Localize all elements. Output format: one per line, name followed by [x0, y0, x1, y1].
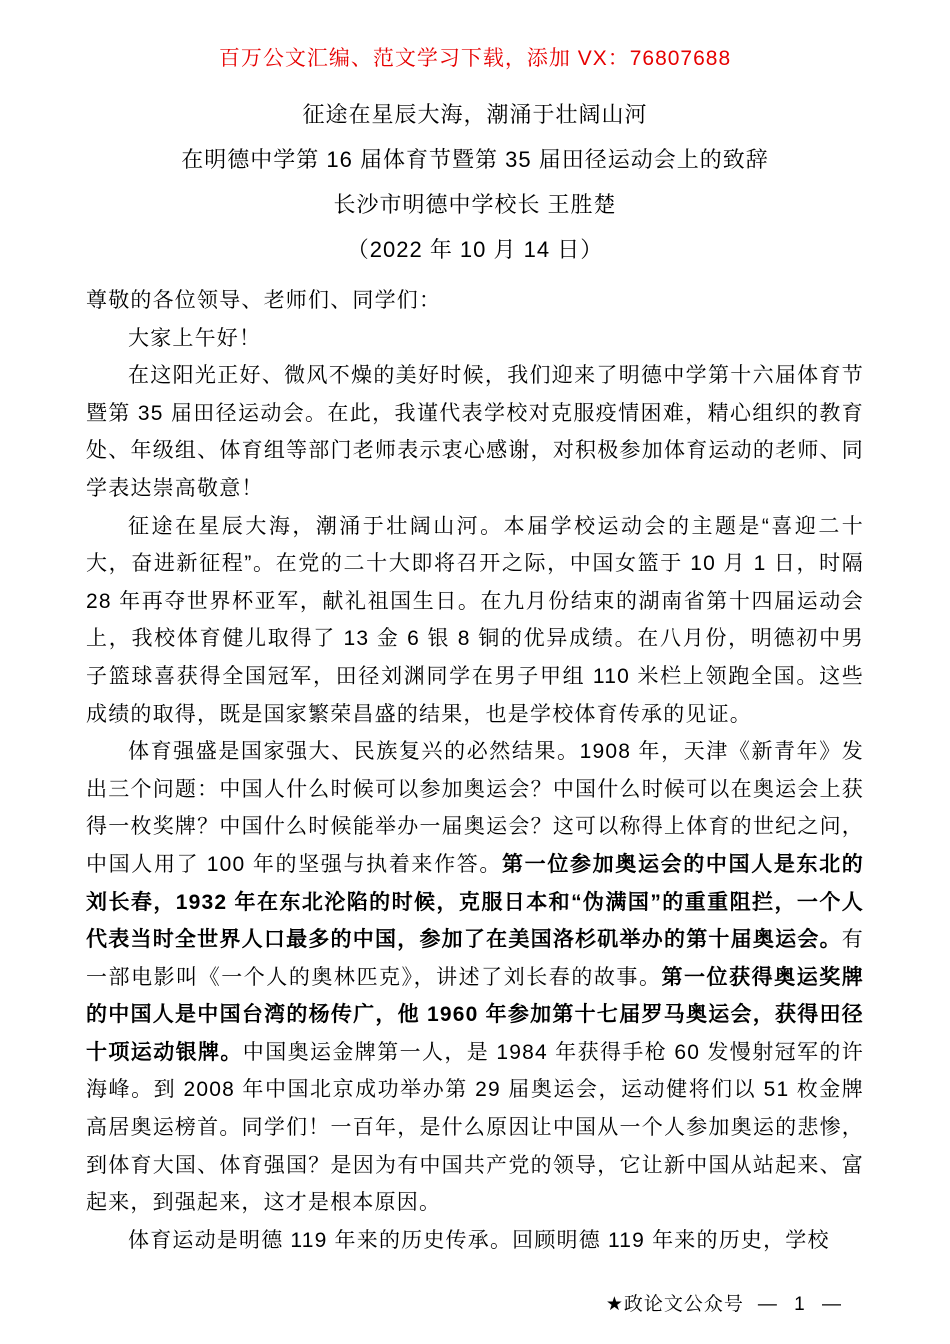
body-text: 征途在星辰大海，潮涌于壮阔山河。本届学校运动会的主题是“喜迎二十大，奋进新征程”。在党的二十大即将召开之际，中国女篮于 10 月 1 日，时隔 28 年再夺世界杯亚军，献礼祖国生日。在九月份结束的湖南省第十四届运动会上，我校体育健儿取得了 13 金 6 银 8 铜的优异成绩。在八月份，明德初中男子篮球喜获得全国冠军，田径刘渊同学在男子甲组 110 米栏上领跑全国。这些成绩的取得，既是国家繁荣昌盛的结果，也是学校体育传承的见证。 — [86, 514, 864, 726]
date-line: （2022 年 10 月 14 日） — [346, 237, 604, 262]
emphasis-text: 第一位参加奥运会的中国人是东北的刘长春，1932 年在东北沦陷的时候，克服日本和“伪满国”的重重阻拦，一个人代表当时全世界人口最多的中国，参加了在美国洛杉矶举办的第十届奥运会。 — [86, 852, 864, 952]
footer-brand: ★政论文公众号 — [605, 1294, 744, 1315]
body-text: 大家上午好！ — [128, 326, 262, 350]
paragraph — [86, 282, 864, 320]
body-text: 体育运动是明德 119 年来的历史传承。回顾明德 119 年来的历史，学校 — [128, 1228, 830, 1252]
paragraph — [86, 1222, 864, 1260]
document-title: 征途在星辰大海，潮涌于壮阔山河 — [302, 102, 648, 127]
body-text: 尊敬的各位领导、老师们、同学们： — [86, 289, 442, 312]
document-body — [86, 282, 864, 1259]
page-number: — 1 — — [757, 1294, 842, 1315]
emphasis-text: 第一位获得奥运奖牌的中国人是中国台湾的杨传广，他 1960 年参加第十七届罗马奥运会，获得田径十项运动银牌。 — [86, 965, 864, 1064]
body-text: 有一部电影叫《一个人的奥林匹克》，讲述了刘长春的故事。 — [86, 928, 864, 989]
author-line: 长沙市明德中学校长 王胜楚 — [333, 192, 617, 217]
body-text: 中国奥运金牌第一人，是 1984 年获得手枪 60 发慢射冠军的许海峰。到 2008 年中国北京成功举办第 29 届奥运会，运动健将们以 51 枚金牌高居奥运榜首。同学们！一百年，是什么原因让中国从一个人参加奥运的悲惨，到体育大国、体育强国？是因为有中国共产党的领导，它让新中国从站起来、富起来，到强起来，这才是根本原因。 — [86, 1040, 864, 1215]
promo-banner: 百万公文汇编、范文学习下载，添加 VX：76807688 — [218, 47, 732, 70]
body-text: 体育强盛是国家强大、民族复兴的必然结果。1908 年，天津《新青年》发出三个问题：中国人什么时候可以参加奥运会？中国什么时候可以在奥运会上获得一枚奖牌？中国什么时候能举办一届奥运会？这可以称得上体育的世纪之问，中国人用了 100 年的坚强与执着来作答。 — [86, 740, 864, 876]
body-text: 在这阳光正好、微风不燥的美好时候，我们迎来了明德中学第十六届体育节暨第 35 届田径运动会。在此，我谨代表学校对克服疫情困难，精心组织的教育处、年级组、体育组等部门老师表示衷心感谢，对积极参加体育运动的老师、同学表达崇高敬意！ — [86, 364, 864, 500]
document-subtitle: 在明德中学第 16 届体育节暨第 35 届田径运动会上的致辞 — [181, 147, 769, 172]
title-block — [0, 92, 950, 272]
paragraph — [86, 733, 864, 1222]
paragraph — [86, 508, 864, 734]
paragraph — [86, 357, 864, 507]
paragraph — [86, 320, 864, 358]
page-footer — [606, 1289, 842, 1316]
